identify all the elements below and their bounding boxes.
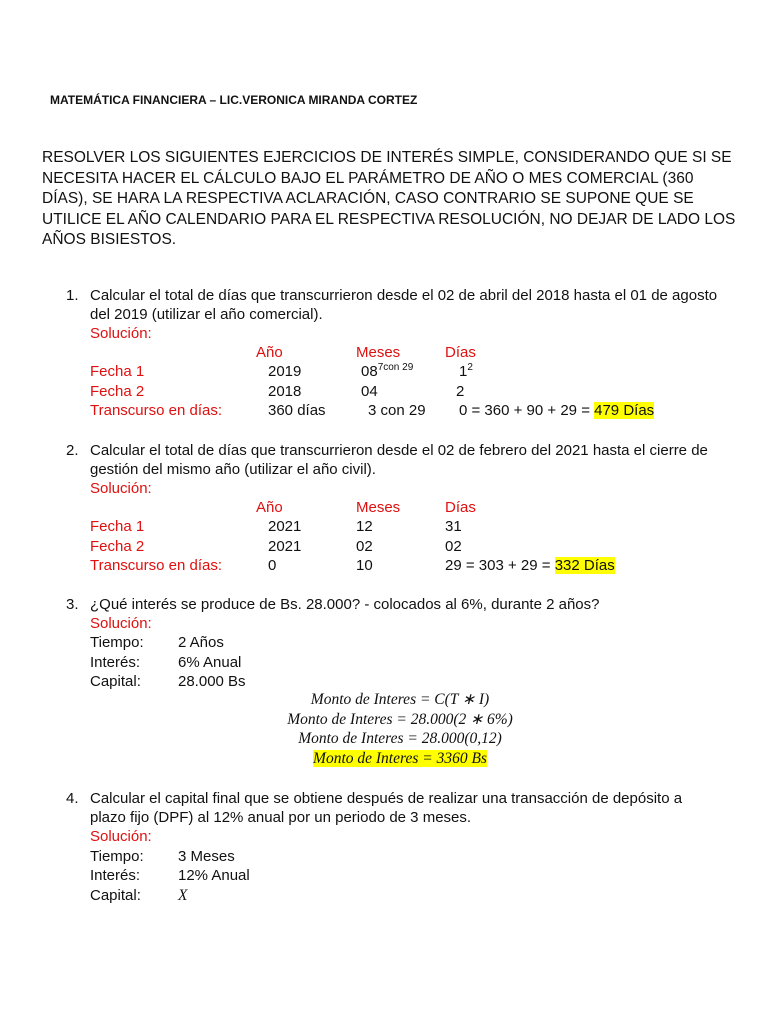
tiempo-value: 3 Meses [178, 848, 235, 865]
highlighted-result: 332 Días [554, 557, 615, 574]
formula-line-1: Monto de Interes = C(T ∗ I) [310, 691, 490, 708]
transcurso-months: 10 [356, 557, 373, 574]
fecha-2-label: Fecha 2 [90, 538, 145, 555]
col-header-year: Año [256, 344, 283, 361]
fecha-1-year: 2019 [268, 363, 302, 380]
highlighted-result: 479 Días [594, 402, 655, 419]
fecha-1-label: Fecha 1 [90, 363, 145, 380]
highlighted-result: Monto de Interes = 3360 Bs [313, 750, 487, 767]
capital-label: Capital: [90, 887, 141, 904]
fecha-2-days: 02 [445, 538, 462, 555]
tiempo-value: 2 Años [178, 634, 224, 651]
solution-label: Solución: [90, 615, 152, 632]
days-annotation: 2 [467, 362, 473, 373]
document-header: MATEMÁTICA FINANCIERA – LIC.VERONICA MIRANDA CORTEZ [50, 93, 418, 107]
instructions-paragraph: RESOLVER LOS SIGUIENTES EJERCICIOS DE INTERÉS SIMPLE, CONSIDERANDO QUE SI SE NECESITA HACER EL CÁLCULO BAJO EL PARÁMETRO DE AÑO O MES COMERCIAL (360 DÍAS), SE HARA LA RESPECTIVA ACLARACIÓN, CASO CONTRARIO SE SUPONE QUE SE UTILICE EL AÑO CALENDARIO PARA EL RESPECTIVA RESOLUCIÓN, NO DEJAR DE LADO LOS AÑOS BISIESTOS. [42, 149, 736, 248]
fecha-2-months: 04 [361, 383, 378, 400]
col-header-months: Meses [356, 344, 401, 361]
fecha-1-months: $08^{7con 29}$ [361, 362, 414, 380]
col-header-year: Año [256, 499, 283, 516]
months-annotation: 7con 29 [377, 362, 414, 373]
tiempo-label: Tiempo: [90, 634, 144, 651]
transcurso-year: 360 días [268, 402, 326, 419]
exercise-number: 2. [66, 442, 79, 459]
transcurso-days-calc: 29 = 303 + 29 = 332 Días [445, 557, 615, 574]
exercise-statement-line-2: del 2019 (utilizar el año comercial). [90, 306, 323, 323]
exercise-statement-line-2: gestión del mismo año (utilizar el año civil). [90, 461, 376, 478]
col-header-months: Meses [356, 499, 401, 516]
solution-label: Solución: [90, 480, 152, 497]
formula-result [255, 750, 545, 768]
interes-value: 6% Anual [178, 654, 242, 671]
transcurso-months: 3 con 29 [368, 402, 426, 419]
fecha-1-label: Fecha 1 [90, 518, 145, 535]
fecha-2-label: Fecha 2 [90, 383, 145, 400]
fecha-2-days: 2 [456, 383, 465, 400]
interes-value: 12% Anual [178, 867, 250, 884]
solution-label: Solución: [90, 325, 152, 342]
transcurso-year: 0 [268, 557, 277, 574]
exercise-statement-line-2: plazo fijo (DPF) al 12% anual por un periodo de 3 meses. [90, 809, 472, 826]
tiempo-label: Tiempo: [90, 848, 144, 865]
fecha-1-days: $1^2$ [459, 362, 473, 380]
transcurso-label: Transcurso en días: [90, 557, 223, 574]
fecha-1-year: 2021 [268, 518, 302, 535]
capital-value: 28.000 Bs [178, 673, 246, 690]
formula-line-2: Monto de Interes = 28.000(2 ∗ 6%) [287, 711, 513, 728]
transcurso-label: Transcurso en días: [90, 402, 223, 419]
exercise-number: 3. [66, 596, 79, 613]
fecha-2-months: 02 [356, 538, 373, 555]
col-header-days: Días [445, 499, 476, 516]
fecha-2-year: 2018 [268, 383, 302, 400]
exercise-statement-line-1: Calcular el capital final que se obtiene después de realizar una transacción de depósito a [90, 790, 683, 807]
transcurso-days-calc: 0 = 360 + 90 + 29 = 479 Días [459, 402, 655, 419]
fecha-2-year: 2021 [268, 538, 302, 555]
exercise-statement-line-1: ¿Qué interés se produce de Bs. 28.000? - colocados al 6%, durante 2 años? [90, 596, 600, 613]
interes-label: Interés: [90, 867, 141, 884]
solution-label: Solución: [90, 828, 152, 845]
capital-value: X [178, 887, 188, 904]
formula-line-3: Monto de Interes = 28.000(0,12) [298, 730, 502, 747]
exercise-number: 4. [66, 790, 79, 807]
capital-label: Capital: [90, 673, 141, 690]
interes-label: Interés: [90, 654, 141, 671]
col-header-days: Días [445, 344, 476, 361]
exercise-statement-line-1: Calcular el total de días que transcurrieron desde el 02 de abril del 2018 hasta el 01 de agosto [90, 287, 718, 304]
fecha-1-days: 31 [445, 518, 462, 535]
exercise-statement-line-1: Calcular el total de días que transcurrieron desde el 02 de febrero del 2021 hasta el cierre de [90, 442, 708, 459]
fecha-1-months: 12 [356, 518, 373, 535]
exercise-number: 1. [66, 287, 79, 304]
